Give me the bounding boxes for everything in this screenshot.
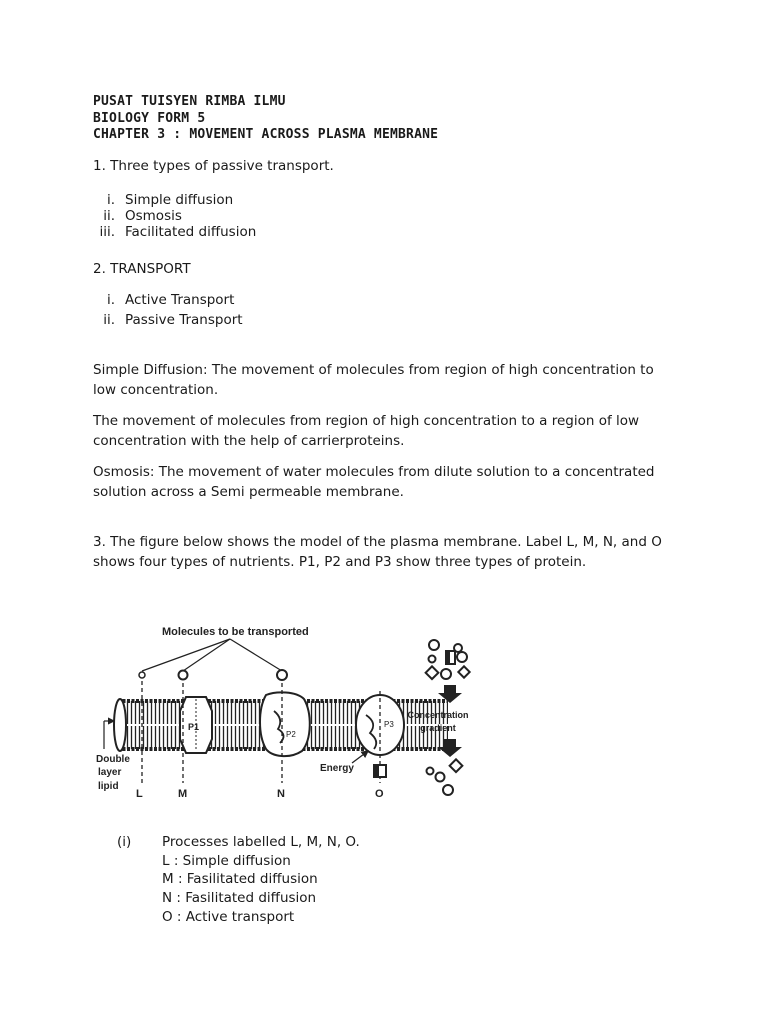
- svg-text:lipid: lipid: [98, 781, 119, 792]
- svg-text:P1: P1: [188, 722, 200, 732]
- low-concentration-molecules: [427, 759, 463, 795]
- paragraph-osmosis: Osmosis: The movement of water molecules from dilute solution to a concentrated solution across a Semi permeable membrane.: [93, 464, 655, 500]
- label-m: M: [178, 788, 188, 800]
- header-line-2: BIOLOGY FORM 5: [93, 111, 206, 126]
- molecule-n: [277, 670, 287, 680]
- q2-title: 2. TRANSPORT: [93, 261, 191, 277]
- plasma-membrane-figure: [90, 615, 490, 805]
- molecule-l: [139, 672, 145, 678]
- concentration-label: Concentration: [407, 710, 469, 720]
- header-line-1: PUSAT TUISYEN RIMBA ILMU: [93, 94, 286, 109]
- answer-line: L : Simple diffusion: [162, 853, 291, 869]
- q1-title: 1. Three types of passive transport.: [93, 158, 334, 174]
- answer-heading: Processes labelled L, M, N, O.: [162, 834, 360, 850]
- label-o: O: [375, 788, 384, 800]
- label-l: L: [136, 788, 143, 800]
- svg-text:Double: Double: [96, 754, 130, 765]
- q1-item: i. Simple diffusion: [106, 192, 234, 208]
- protein-p1: [180, 697, 212, 753]
- protein-p2: [260, 692, 310, 756]
- paragraph-facilitated: The movement of molecules from region of high concentration to a region of low concentration with the help of carrierproteins.: [93, 413, 640, 449]
- q1-item: iii. Facilitated diffusion: [99, 224, 257, 240]
- molecule-m: [179, 671, 188, 680]
- svg-text:P2: P2: [286, 730, 296, 739]
- protein-p3: [356, 695, 404, 755]
- q3-text: 3. The figure below shows the model of the plasma membrane. Label L, M, N, and O shows four types of nutrients. P1, P2 and P3 show three types of protein.: [93, 534, 662, 570]
- header-line-3: CHAPTER 3 : MOVEMENT ACROSS PLASMA MEMBRANE: [93, 127, 439, 142]
- paragraph-simple-diffusion: Simple Diffusion: The movement of molecules from region of high concentration to low concentration.: [93, 362, 654, 398]
- label-n: N: [277, 788, 285, 800]
- figure-molecules-label: Molecules to be transported: [162, 626, 309, 638]
- answer-line: O : Active transport: [162, 909, 295, 925]
- answer-line: N : Fasilitated diffusion: [162, 890, 317, 906]
- q1-item: ii. Osmosis: [103, 208, 182, 224]
- gradient-label: gradient: [420, 723, 456, 733]
- svg-text:P3: P3: [384, 720, 394, 729]
- answer-line: M : Fasilitated diffusion: [162, 871, 318, 887]
- q2-item: ii. Passive Transport: [103, 312, 243, 328]
- svg-text:layer: layer: [98, 767, 122, 778]
- high-concentration-molecules: [426, 640, 470, 679]
- q2-item: i. Active Transport: [106, 292, 235, 308]
- energy-label: Energy: [320, 763, 354, 774]
- answer-marker: (i): [117, 834, 132, 850]
